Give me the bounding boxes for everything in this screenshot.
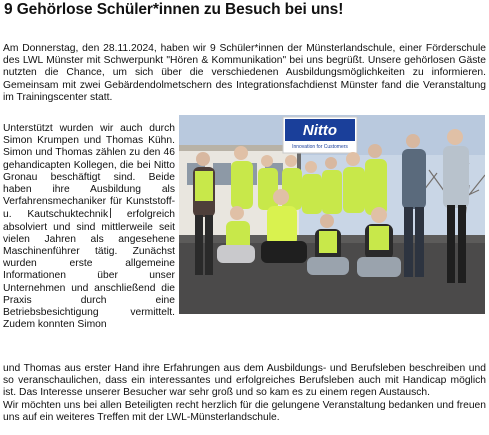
left-column-part-1: Unterstützt wurden wir auch durch Simon Krumpen und Thomas Kühn. Simon und Thomas zählen zu den 46 gehandicapten Kollegen, die bei Nitto Gronau beschäftigt sind. Beide haben ihre Ausbildung als Verfahrensmechaniker für Kunststoff- u. Kautschuktechnik xyxy=(3,123,175,221)
closing-paragraph: Wir möchten uns bei allen Beteiligten recht herzlich für die gelungene Veranstaltung bedanken und freuen uns auf ein weiteres Treffen mit der LWL-Münsterlandschule. xyxy=(3,399,486,423)
article-headline: 9 Gehörlose Schüler*innen zu Besuch bei uns! xyxy=(4,1,344,18)
left-column-part-2: erfolgreich absolviert und sind mittlerweile seit vielen Jahren als angesehene Maschinenführer tätig. Zunächst wurden erste allgemeine Informationen über unser Unternehmen und anschließend die Praxis durch eine Betriebsbesichtigung vermittelt. Zudem konnten Simon xyxy=(3,209,175,331)
bottom-text xyxy=(3,363,486,424)
group-photo xyxy=(179,115,485,314)
left-column-text xyxy=(3,123,175,331)
bottom-paragraph: und Thomas aus erster Hand ihre Erfahrungen aus dem Ausbildungs- und Berufsleben beschreiben und so veranschaulichen, dass ein interessantes und erfolgreiches Berufsleben auch mit Handicap möglich ist. Das Interesse unserer Besucher war sehr groß und so kam es zu einem regen Austausch. xyxy=(3,363,486,399)
nitto-sign-tagline: Innovation for Customers xyxy=(292,144,348,150)
text-cursor-mark xyxy=(110,208,111,218)
intro-paragraph: Am Donnerstag, den 28.11.2024, haben wir 9 Schüler*innen der Münsterlandschule, einer Förderschule des LWL Münster mit Schwerpunkt "Hören & Kommunikation" bei uns begrüßt. Unsere gehörlosen Gäste nutzten die Chance, um sich über die verschiedenen Ausbildungsmöglichkeiten zu informieren. Gemeinsam mit zwei Gebärdendolmetschern des Integrationsfachdienst Münster fand die Veranstaltung im Trainingscenter statt. xyxy=(3,43,486,103)
nitto-sign-logo: Nitto xyxy=(302,122,338,139)
